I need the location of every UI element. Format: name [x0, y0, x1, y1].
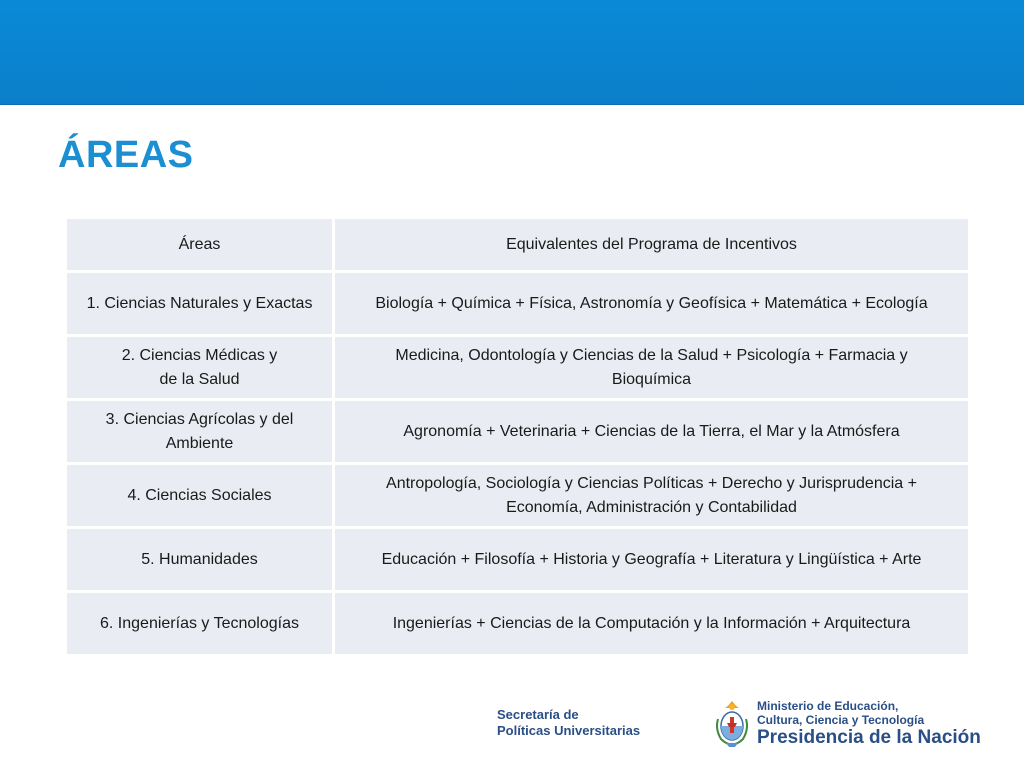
area-cell	[66, 528, 334, 592]
table-row	[66, 400, 970, 464]
area-cell	[66, 336, 334, 400]
areas-table	[64, 216, 971, 657]
table-row	[66, 592, 970, 656]
area-text-line2: Ambiente	[165, 434, 234, 452]
presidencia-text: Presidencia de la Nación	[757, 727, 981, 748]
equivalent-text: Medicina, Odontología y Ciencias de la Salud + Psicología + Farmacia y	[395, 346, 908, 364]
table-row	[66, 272, 970, 336]
equivalent-cell	[334, 336, 970, 400]
secretaria-line1: Secretaría de	[497, 707, 579, 722]
header-equivalentes: Equivalentes del Programa de Incentivos	[334, 218, 970, 272]
area-text-line2: de la Salud	[159, 370, 240, 388]
table-row	[66, 464, 970, 528]
table-row	[66, 528, 970, 592]
area-text: 3. Ciencias Agrícolas y del	[105, 410, 294, 428]
header-band	[0, 0, 1024, 105]
equivalent-cell	[334, 272, 970, 336]
header-areas: Áreas	[66, 218, 334, 272]
area-text: 2. Ciencias Médicas y	[121, 346, 278, 364]
secretaria-logo	[497, 707, 640, 739]
area-text: 5. Humanidades	[141, 550, 258, 568]
equivalent-cell	[334, 528, 970, 592]
equivalent-text-line2: Economía, Administración y Contabilidad	[506, 498, 797, 516]
area-text: 4. Ciencias Sociales	[127, 486, 272, 504]
table-header-row	[66, 218, 970, 272]
equivalent-text: Ingenierías + Ciencias de la Computación y la Información + Arquitectura	[392, 614, 911, 632]
equivalent-cell	[334, 592, 970, 656]
area-cell	[66, 592, 334, 656]
equivalent-text: Educación + Filosofía + Historia y Geografía + Literatura y Lingüística + Arte	[381, 550, 922, 568]
ministerio-line1: Ministerio de Educación,	[757, 699, 899, 713]
equivalent-text-line2: Bioquímica	[611, 370, 692, 388]
ministerio-line2: Cultura, Ciencia y Tecnología	[757, 713, 925, 727]
area-text: 1. Ciencias Naturales y Exactas	[86, 294, 313, 312]
table-row	[66, 336, 970, 400]
area-cell	[66, 272, 334, 336]
slide-title: ÁREAS	[58, 134, 194, 176]
ministerio-logo	[757, 699, 981, 749]
area-text: 6. Ingenierías y Tecnologías	[100, 614, 299, 632]
equivalent-text: Biología + Química + Física, Astronomía y Geofísica + Matemática + Ecología	[375, 294, 928, 312]
area-cell	[66, 464, 334, 528]
equivalent-cell	[334, 464, 970, 528]
area-cell	[66, 400, 334, 464]
secretaria-line2: Políticas Universitarias	[497, 723, 641, 738]
equivalent-text: Agronomía + Veterinaria + Ciencias de la Tierra, el Mar y la Atmósfera	[403, 422, 900, 440]
equivalent-text: Antropología, Sociología y Ciencias Políticas + Derecho y Jurisprudencia +	[386, 474, 917, 492]
argentina-coat-of-arms-icon	[713, 699, 751, 749]
equivalent-cell	[334, 400, 970, 464]
